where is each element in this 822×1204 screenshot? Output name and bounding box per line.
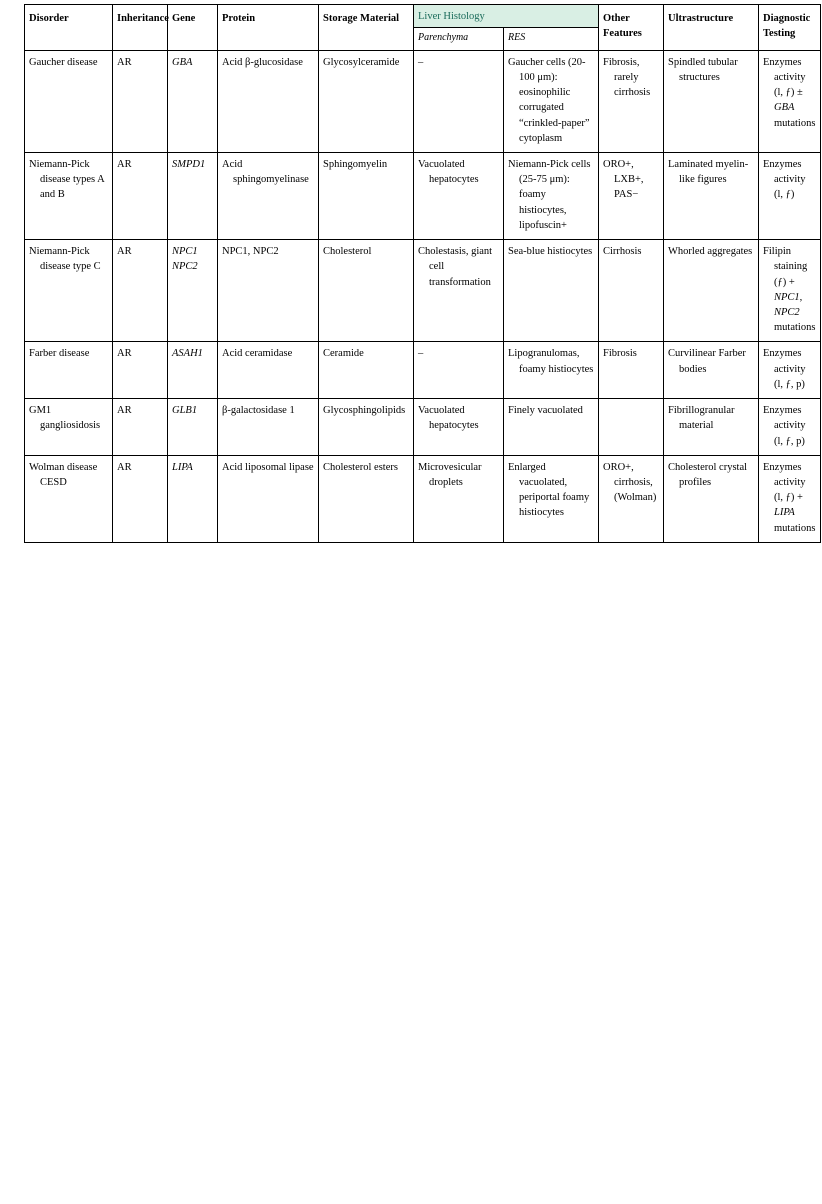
table-row (25, 455, 821, 542)
cell-other-features (599, 342, 664, 399)
cell-other-features (599, 455, 664, 542)
column-header-inheritance: Inheritance (113, 5, 168, 51)
cell-ultrastructure-text: Spindled tubular structures (668, 56, 738, 83)
cell-protein (218, 342, 319, 399)
cell-storage (319, 342, 414, 399)
diagnostic-gene: GBA (774, 102, 795, 114)
cell-diagnostic-testing (759, 153, 821, 240)
cell-ultrastructure-text: Whorled aggregates (668, 246, 753, 258)
cell-disorder-text: Wolman disease CESD (29, 461, 98, 488)
cell-protein (218, 455, 319, 542)
cell-inheritance: AR (113, 399, 168, 456)
cell-storage-text: Sphingomyelin (323, 159, 388, 171)
cell-ultrastructure (664, 455, 759, 542)
cell-diagnostic-testing (759, 399, 821, 456)
cell-res (504, 455, 599, 542)
diagnostic-line-1: Filipin staining (763, 246, 808, 273)
cell-res (504, 342, 599, 399)
cell-gene: SMPD1 (168, 153, 218, 240)
cell-diagnostic-testing (759, 342, 821, 399)
diagnostic-line-2: (l, ƒ) ± (774, 87, 803, 99)
diagnostic-line-3: mutations (774, 522, 816, 534)
cell-disorder-text: GM1 gangliosidosis (29, 405, 101, 432)
cell-parenchyma (414, 240, 504, 342)
cell-storage (319, 399, 414, 456)
cell-storage-text: Cholesterol esters (323, 461, 398, 473)
cell-protein (218, 240, 319, 342)
cell-disorder (25, 342, 113, 399)
cell-storage (319, 455, 414, 542)
diagnostic-line-2: (l, ƒ) + (774, 492, 803, 504)
cell-ultrastructure-text: Curvilinear Farber bodies (668, 348, 746, 375)
document-page (0, 4, 822, 1204)
cell-gene: ASAH1 (168, 342, 218, 399)
cell-protein-text: Acid ceramidase (222, 348, 293, 360)
cell-protein-text: Acid β-glucosidase (222, 56, 303, 68)
cell-ultrastructure-text: Laminated myelin-like figures (668, 159, 749, 186)
column-header-disorder: Disorder (25, 5, 113, 51)
cell-inheritance: AR (113, 240, 168, 342)
cell-disorder-text: Gaucher disease (29, 56, 98, 68)
cell-storage (319, 50, 414, 152)
cell-ultrastructure (664, 342, 759, 399)
cell-parenchyma (414, 153, 504, 240)
diagnostic-line-1: Enzymes activity (763, 56, 806, 83)
cell-res-text: Niemann-Pick cells (25-75 μm): foamy histiocytes, lipofuscin+ (508, 159, 591, 231)
cell-other-text: ORO+, cirrhosis, (Wolman) (603, 461, 657, 504)
table-row (25, 50, 821, 152)
cell-protein (218, 399, 319, 456)
cell-inheritance: AR (113, 50, 168, 152)
cell-storage-text: Glycosylceramide (323, 56, 400, 68)
cell-disorder (25, 399, 113, 456)
cell-inheritance: AR (113, 342, 168, 399)
column-header-other-features: Other Features (599, 5, 664, 51)
cell-disorder-text: Niemann-Pick disease types A and B (29, 159, 105, 201)
cell-protein-text: β-galactosidase 1 (222, 405, 295, 417)
cell-ultrastructure (664, 240, 759, 342)
cell-disorder (25, 153, 113, 240)
cell-disorder (25, 240, 113, 342)
cell-gene: NPC1 NPC2 (168, 240, 218, 342)
cell-res-text: Gaucher cells (20-100 μm): eosinophilic corrugated “crinkled-paper” cytoplasm (508, 56, 590, 144)
cell-res-text: Sea-blue histiocytes (508, 246, 593, 258)
cell-diagnostic-testing (759, 50, 821, 152)
cell-disorder (25, 455, 113, 542)
column-header-res: RES (504, 28, 599, 51)
cell-gene: GBA (168, 50, 218, 152)
cell-parenchyma: – (414, 342, 504, 399)
table-row (25, 240, 821, 342)
column-header-diagnostic-testing: Diagnostic Testing (759, 5, 821, 51)
diagnostic-line-1: Enzymes activity (763, 461, 806, 488)
cell-diagnostic-testing (759, 240, 821, 342)
cell-parenchyma (414, 399, 504, 456)
cell-storage-text: Ceramide (323, 348, 364, 360)
cell-ultrastructure (664, 50, 759, 152)
cell-parenchyma-text: Vacuolated hepatocytes (418, 159, 479, 186)
cell-res-text: Enlarged vacuolated, periportal foamy histiocytes (508, 461, 590, 519)
diagnostic-gene: NPC1, NPC2 (774, 291, 803, 318)
cell-other-text: Fibrosis (603, 348, 637, 360)
cell-res-text: Finely vacuolated (508, 405, 583, 417)
cell-gene: GLB1 (168, 399, 218, 456)
cell-parenchyma (414, 455, 504, 542)
cell-protein-text: Acid liposomal lipase (222, 461, 314, 473)
column-header-protein: Protein (218, 5, 319, 51)
cell-storage-text: Glycosphingolipids (323, 405, 406, 417)
cell-other-text: ORO+, LXB+, PAS− (603, 159, 644, 201)
diagnostic-line-2: (ƒ) + (774, 276, 795, 288)
table-row (25, 153, 821, 240)
diagnostic-line-1: Enzymes activity (763, 159, 806, 186)
cell-disorder (25, 50, 113, 152)
table-body (25, 50, 821, 542)
cell-gene: LIPA (168, 455, 218, 542)
cell-protein (218, 153, 319, 240)
cell-parenchyma-text: Vacuolated hepatocytes (418, 405, 479, 432)
column-header-liver-histology: Liver Histology (414, 5, 599, 28)
cell-res-text: Lipogranulomas, foamy histiocytes (508, 348, 594, 375)
cell-res (504, 399, 599, 456)
column-header-storage-material: Storage Material (319, 5, 414, 51)
diagnostic-line-2: (l, ƒ, p) (774, 378, 805, 390)
cell-parenchyma-text: Microvesicular droplets (418, 461, 482, 488)
column-header-ultrastructure: Ultrastructure (664, 5, 759, 51)
cell-other-text: Cirrhosis (603, 246, 642, 258)
column-header-gene: Gene (168, 5, 218, 51)
cell-protein-text: Acid sphingomyelinase (222, 159, 309, 186)
cell-disorder-text: Niemann-Pick disease type C (29, 246, 101, 273)
diagnostic-line-3: mutations (774, 117, 816, 129)
diagnostic-line-2: (l, ƒ) (774, 189, 795, 201)
cell-res (504, 240, 599, 342)
diagnostic-line-2: (l, ƒ, p) (774, 435, 805, 447)
table-header (25, 5, 821, 51)
table-row (25, 399, 821, 456)
diagnostic-gene: LIPA (774, 507, 795, 519)
column-header-parenchyma: Parenchyma (414, 28, 504, 51)
cell-parenchyma-text: Cholestasis, giant cell transformation (418, 246, 493, 288)
cell-ultrastructure-text: Fibrillogranular material (668, 405, 735, 432)
cell-diagnostic-testing (759, 455, 821, 542)
cell-other-features (599, 240, 664, 342)
cell-ultrastructure-text: Cholesterol crystal profiles (668, 461, 748, 488)
diagnostic-line-3: mutations (774, 322, 816, 334)
cell-ultrastructure (664, 399, 759, 456)
header-row-main (25, 5, 821, 28)
cell-protein (218, 50, 319, 152)
cell-disorder-text: Farber disease (29, 348, 90, 360)
cell-other-features (599, 399, 664, 456)
table-row (25, 342, 821, 399)
cell-res (504, 50, 599, 152)
cell-storage (319, 240, 414, 342)
cell-parenchyma: – (414, 50, 504, 152)
lysosomal-storage-disorders-table (24, 4, 821, 543)
cell-storage (319, 153, 414, 240)
cell-other-features (599, 50, 664, 152)
cell-other-features (599, 153, 664, 240)
cell-other-text: Fibrosis, rarely cirrhosis (603, 56, 651, 99)
cell-res (504, 153, 599, 240)
cell-inheritance: AR (113, 455, 168, 542)
cell-ultrastructure (664, 153, 759, 240)
cell-protein-text: NPC1, NPC2 (222, 246, 279, 258)
cell-inheritance: AR (113, 153, 168, 240)
diagnostic-line-1: Enzymes activity (763, 348, 806, 375)
cell-storage-text: Cholesterol (323, 246, 372, 258)
diagnostic-line-1: Enzymes activity (763, 405, 806, 432)
